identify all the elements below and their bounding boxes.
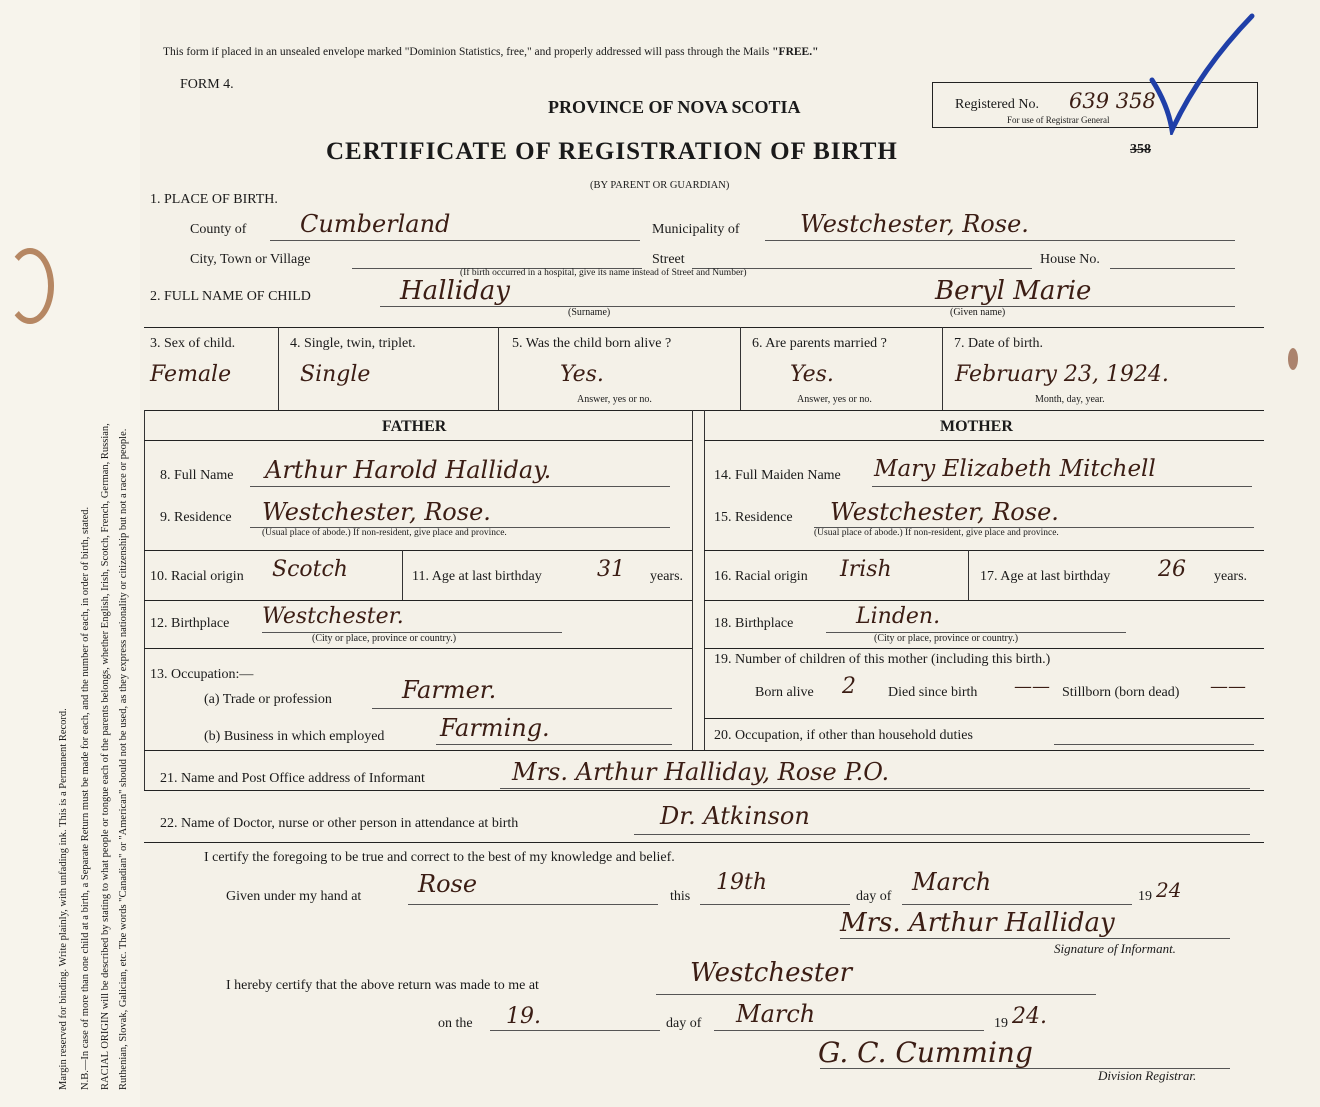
informant-signature: Mrs. Arthur Halliday <box>840 908 1115 938</box>
month-value: March <box>912 868 992 896</box>
stain-mark <box>6 248 54 324</box>
born-alive-count-value: 2 <box>842 674 856 699</box>
mother-race-value: Irish <box>840 557 892 582</box>
day-of-label: day of <box>856 889 892 904</box>
married-value: Yes. <box>790 362 834 387</box>
registrar-statement: I hereby certify that the above return was made to me at <box>226 978 539 993</box>
father-residence-value: Westchester, Rose. <box>262 498 491 526</box>
father-birthplace-label: 12. Birthplace <box>150 616 230 631</box>
page-title: CERTIFICATE OF REGISTRATION OF BIRTH <box>326 138 898 165</box>
given-place-value: Rose <box>418 870 478 898</box>
father-race-value: Scotch <box>272 557 348 582</box>
born-alive-count-label: Born alive <box>755 685 814 700</box>
reg-day-of-label: day of <box>666 1016 702 1031</box>
form-number: FORM 4. <box>180 77 234 92</box>
born-alive-label: 5. Was the child born alive ? <box>512 336 672 351</box>
dob-value: February 23, 1924. <box>955 362 1169 387</box>
father-age-value: 31 <box>597 557 625 582</box>
margin-note-3: RACIAL ORIGIN will be described by stating to what people or tongue each of the parents belongs, whether English, Irish, Scotch, French, German, Russian, <box>100 423 111 1090</box>
child-given-value: Beryl Marie <box>935 276 1092 306</box>
given-under-label: Given under my hand at <box>226 889 362 904</box>
born-alive-caption: Answer, yes or no. <box>577 394 652 405</box>
sex-label: 3. Sex of child. <box>150 336 236 351</box>
father-heading: FATHER <box>382 418 447 435</box>
registrar-caption: Division Registrar. <box>1098 1068 1197 1083</box>
father-name-label: 8. Full Name <box>160 468 234 483</box>
doctor-label: 22. Name of Doctor, nurse or other person in attendance at birth <box>160 816 519 831</box>
year-prefix: 19 <box>1138 889 1152 904</box>
married-label: 6. Are parents married ? <box>752 336 887 351</box>
registrar-signature: G. C. Cumming <box>818 1036 1033 1069</box>
father-birthplace-value: Westchester. <box>262 604 404 629</box>
margin-note-4: Ruthenian, Slovak, Galician, etc. The words "Canadian" or "American" should not be used, as they express nationality or citizenship but not a race or people. <box>118 428 129 1090</box>
father-name-value: Arthur Harold Halliday. <box>265 456 552 484</box>
registrar-use-note: For use of Registrar General <box>1007 115 1110 125</box>
registered-label: Registered No. <box>955 97 1039 112</box>
trade-label: (a) Trade or profession <box>204 692 332 707</box>
mother-name-label: 14. Full Maiden Name <box>714 468 841 483</box>
business-value: Farming. <box>440 714 550 742</box>
mother-race-label: 16. Racial origin <box>714 569 808 584</box>
mother-residence-label: 15. Residence <box>714 510 793 525</box>
father-residence-caption: (Usual place of abode.) If non-resident, give place and province. <box>262 528 507 538</box>
child-name-label: 2. FULL NAME OF CHILD <box>150 289 311 304</box>
mother-heading: MOTHER <box>940 418 1013 435</box>
died-value: —— <box>1014 676 1050 697</box>
trade-value: Farmer. <box>402 676 497 704</box>
check-mark-icon <box>1140 10 1260 135</box>
on-the-label: on the <box>438 1016 473 1031</box>
surname-caption: (Surname) <box>568 307 611 318</box>
children-count-label: 19. Number of children of this mother (including this birth.) <box>714 652 1051 667</box>
child-surname-value: Halliday <box>400 276 510 306</box>
registrar-place-value: Westchester <box>690 958 853 988</box>
died-label: Died since birth <box>888 685 978 700</box>
informant-label: 21. Name and Post Office address of Informant <box>160 771 425 786</box>
plurality-label: 4. Single, twin, triplet. <box>290 336 416 351</box>
stillborn-label: Stillborn (born dead) <box>1062 685 1180 700</box>
father-birthplace-caption: (City or place, province or country.) <box>312 633 457 644</box>
registered-number: 639 358 <box>1069 89 1156 113</box>
day-value: 19th <box>716 870 768 895</box>
margin-note-2: N.B.—In case of more than one child at a birth, a Separate Return must be made for each, and the number of each, in order of birth, stated. <box>80 506 91 1090</box>
mother-birthplace-value: Linden. <box>856 604 941 629</box>
mother-age-label: 17. Age at last birthday <box>980 569 1111 584</box>
struck-number: 358 <box>1130 142 1151 157</box>
page-subtitle: (BY PARENT OR GUARDIAN) <box>590 180 730 191</box>
mother-name-value: Mary Elizabeth Mitchell <box>874 456 1156 482</box>
municipality-label: Municipality of <box>652 222 740 237</box>
born-alive-value: Yes. <box>560 362 604 387</box>
mother-occupation-label: 20. Occupation, if other than household duties <box>714 728 973 743</box>
stillborn-value: —— <box>1210 676 1246 697</box>
father-years-label: years. <box>650 569 684 584</box>
father-residence-label: 9. Residence <box>160 510 232 525</box>
reg-month-value: March <box>736 1000 816 1028</box>
city-label: City, Town or Village <box>190 252 311 267</box>
mother-age-value: 26 <box>1158 557 1186 582</box>
margin-note-1: Margin reserved for binding. Write plainly, with unfading ink. This is a Permanent Record. <box>58 708 69 1090</box>
postal-note: This form if placed in an unsealed envelope marked "Dominion Statistics, free," and properly addressed will pass through the Mails "FREE." <box>163 46 819 58</box>
mother-birthplace-caption: (City or place, province or country.) <box>874 633 1019 644</box>
reg-day-value: 19. <box>506 1004 541 1029</box>
married-caption: Answer, yes or no. <box>797 394 872 405</box>
house-number-label: House No. <box>1040 252 1100 267</box>
reg-year-suffix: 24. <box>1012 1004 1047 1029</box>
mother-years-label: years. <box>1214 569 1248 584</box>
hospital-note: (If birth occurred in a hospital, give its name instead of Street and Number) <box>460 268 747 278</box>
dob-caption: Month, day, year. <box>1035 394 1105 405</box>
given-caption: (Given name) <box>950 307 1006 318</box>
informant-value: Mrs. Arthur Halliday, Rose P.O. <box>512 758 890 786</box>
sex-value: Female <box>150 362 232 387</box>
business-label: (b) Business in which employed <box>204 729 385 744</box>
binding-margin <box>0 0 140 1107</box>
province-heading: PROVINCE OF NOVA SCOTIA <box>548 97 801 117</box>
mother-residence-value: Westchester, Rose. <box>830 498 1059 526</box>
stain-spot <box>1288 348 1298 370</box>
plurality-value: Single <box>300 362 371 387</box>
street-label: Street <box>652 252 685 267</box>
informant-signature-caption: Signature of Informant. <box>1054 941 1176 956</box>
reg-year-prefix: 19 <box>994 1016 1008 1031</box>
doctor-value: Dr. Atkinson <box>660 802 810 830</box>
father-race-label: 10. Racial origin <box>150 569 244 584</box>
county-value: Cumberland <box>300 210 451 238</box>
municipality-value: Westchester, Rose. <box>800 210 1029 238</box>
mother-residence-caption: (Usual place of abode.) If non-resident, give place and province. <box>814 528 1059 538</box>
county-label: County of <box>190 222 247 237</box>
dob-label: 7. Date of birth. <box>954 336 1044 351</box>
father-occupation-label: 13. Occupation:— <box>150 667 254 682</box>
this-label: this <box>670 889 691 904</box>
mother-birthplace-label: 18. Birthplace <box>714 616 794 631</box>
father-age-label: 11. Age at last birthday <box>412 569 542 584</box>
place-of-birth-label: 1. PLACE OF BIRTH. <box>150 192 278 207</box>
certify-statement: I certify the foregoing to be true and correct to the best of my knowledge and belief. <box>204 850 675 865</box>
year-suffix: 24 <box>1156 878 1182 902</box>
